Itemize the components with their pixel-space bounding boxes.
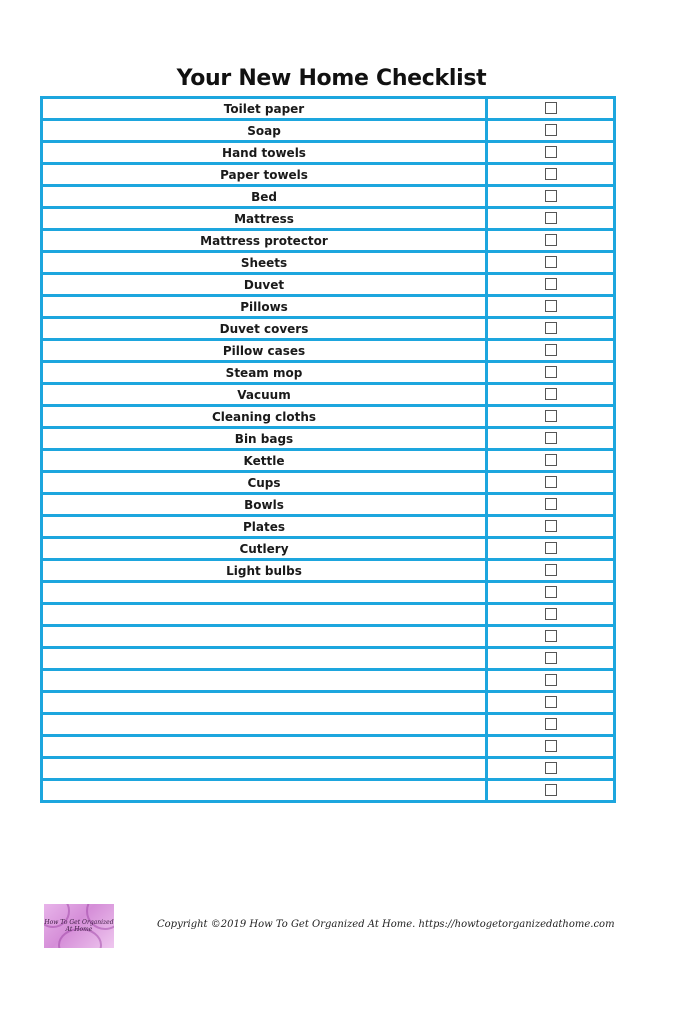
checklist-item-label [42,758,487,780]
checkbox-cell [487,472,615,494]
checkbox[interactable] [545,256,557,268]
checklist-row [42,450,615,472]
checklist-item-label: Soap [42,120,487,142]
checklist-item-label: Cleaning cloths [42,406,487,428]
checklist-row [42,494,615,516]
checkbox[interactable] [545,762,557,774]
checklist-row [42,428,615,450]
checkbox-cell [487,538,615,560]
checklist-row [42,714,615,736]
checklist-item-label: Kettle [42,450,487,472]
checkbox-cell [487,560,615,582]
checkbox-cell [487,98,615,120]
logo-text: How To Get Organized At Home [44,919,114,933]
checklist-body [42,98,615,802]
checkbox[interactable] [545,696,557,708]
checklist-item-label: Cups [42,472,487,494]
checkbox[interactable] [545,520,557,532]
checkbox-cell [487,384,615,406]
checkbox-cell [487,252,615,274]
checkbox-cell [487,340,615,362]
checklist-item-label: Mattress [42,208,487,230]
checklist-item-label: Light bulbs [42,560,487,582]
checklist-row [42,780,615,802]
checkbox[interactable] [545,740,557,752]
checkbox-cell [487,516,615,538]
checklist-item-label: Hand towels [42,142,487,164]
checklist-item-label: Duvet covers [42,318,487,340]
checkbox[interactable] [545,630,557,642]
checkbox[interactable] [545,608,557,620]
checklist-table [40,96,616,803]
checkbox-cell [487,230,615,252]
checkbox-cell [487,318,615,340]
checklist-item-label: Bed [42,186,487,208]
checkbox-cell [487,274,615,296]
checkbox[interactable] [545,322,557,334]
checkbox[interactable] [545,212,557,224]
checklist-row [42,186,615,208]
checklist-item-label [42,736,487,758]
checkbox-cell [487,494,615,516]
checkbox-cell [487,582,615,604]
checklist-item-label: Bowls [42,494,487,516]
checkbox[interactable] [545,102,557,114]
checkbox[interactable] [545,784,557,796]
checkbox[interactable] [545,146,557,158]
checkbox-cell [487,736,615,758]
copyright-notice: Copyright ©2019 How To Get Organized At Home. https://howtogetorganizedathome.com [157,919,615,930]
checkbox[interactable] [545,652,557,664]
checklist-row [42,230,615,252]
checklist-row [42,98,615,120]
checklist-item-label: Paper towels [42,164,487,186]
checkbox-cell [487,164,615,186]
checkbox-cell [487,142,615,164]
checklist-row [42,252,615,274]
checkbox[interactable] [545,344,557,356]
checklist-item-label: Pillows [42,296,487,318]
checklist-item-label [42,780,487,802]
checkbox-cell [487,758,615,780]
checklist-item-label: Bin bags [42,428,487,450]
checkbox-cell [487,692,615,714]
checklist-row [42,538,615,560]
checklist-row [42,406,615,428]
checklist-item-label: Sheets [42,252,487,274]
checklist-item-label: Vacuum [42,384,487,406]
checklist-row [42,604,615,626]
checkbox[interactable] [545,586,557,598]
checkbox-cell [487,604,615,626]
checklist-row [42,318,615,340]
checkbox[interactable] [545,674,557,686]
checkbox-cell [487,780,615,802]
checklist-row [42,384,615,406]
checkbox-cell [487,296,615,318]
checkbox-cell [487,208,615,230]
checklist-item-label: Plates [42,516,487,538]
checkbox[interactable] [545,718,557,730]
checklist-row [42,362,615,384]
checkbox[interactable] [545,564,557,576]
checklist-item-label [42,582,487,604]
checklist-row [42,626,615,648]
checkbox[interactable] [545,190,557,202]
checklist-item-label: Cutlery [42,538,487,560]
site-logo [44,904,114,948]
checkbox-cell [487,714,615,736]
checkbox[interactable] [545,278,557,290]
checklist-item-label: Pillow cases [42,340,487,362]
checklist-item-label: Mattress protector [42,230,487,252]
checklist-item-label: Toilet paper [42,98,487,120]
checklist-row [42,164,615,186]
checklist-item-label [42,670,487,692]
checklist-item-label [42,626,487,648]
checklist-row [42,670,615,692]
checklist-row [42,560,615,582]
checklist-item-label [42,604,487,626]
checkbox[interactable] [545,542,557,554]
checklist-row [42,208,615,230]
checklist-row [42,582,615,604]
checklist-row [42,692,615,714]
checkbox-cell [487,406,615,428]
checkbox[interactable] [545,388,557,400]
checkbox-cell [487,120,615,142]
checklist-item-label [42,714,487,736]
checkbox[interactable] [545,454,557,466]
checkbox[interactable] [545,124,557,136]
checklist-item-label: Steam mop [42,362,487,384]
checklist-row [42,648,615,670]
checklist-row [42,736,615,758]
checklist-row [42,472,615,494]
checklist-row [42,516,615,538]
checkbox[interactable] [545,498,557,510]
checkbox-cell [487,670,615,692]
checklist-item-label [42,692,487,714]
checkbox-cell [487,362,615,384]
checkbox[interactable] [545,410,557,422]
page-title: Your New Home Checklist [176,66,487,91]
checklist-row [42,296,615,318]
checkbox-cell [487,428,615,450]
checklist-row [42,120,615,142]
checkbox[interactable] [545,476,557,488]
checkbox-cell [487,648,615,670]
checkbox[interactable] [545,168,557,180]
checklist-item-label [42,648,487,670]
checkbox[interactable] [545,234,557,246]
checkbox[interactable] [545,366,557,378]
checkbox-cell [487,450,615,472]
checklist-row [42,340,615,362]
checkbox-cell [487,186,615,208]
checklist-row [42,274,615,296]
checkbox[interactable] [545,300,557,312]
checklist-row [42,758,615,780]
checkbox[interactable] [545,432,557,444]
checklist-row [42,142,615,164]
checklist-item-label: Duvet [42,274,487,296]
checkbox-cell [487,626,615,648]
